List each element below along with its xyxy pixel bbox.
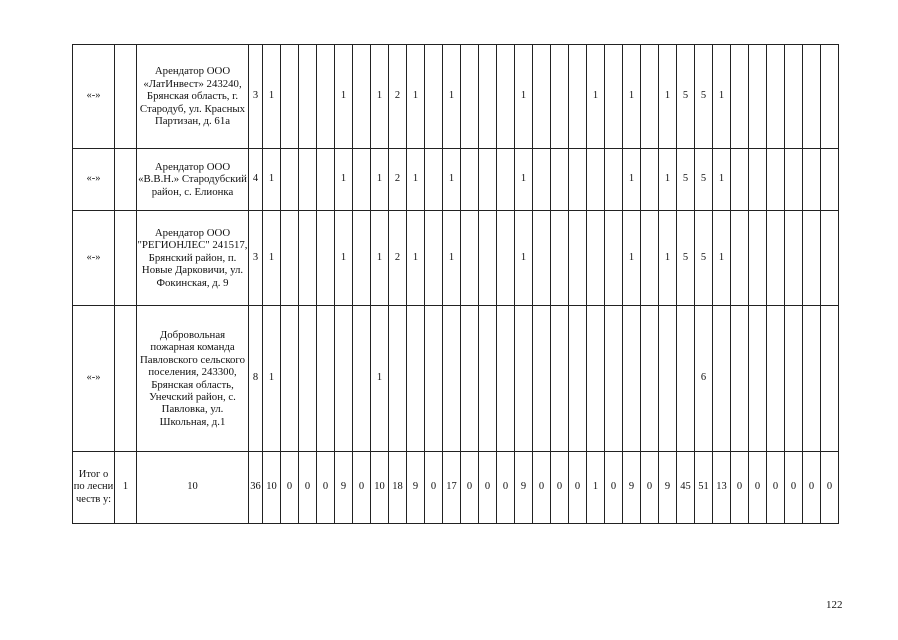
total-value-cell: 0 [425, 452, 443, 524]
value-cell [785, 211, 803, 306]
value-cell [803, 306, 821, 452]
table-row [73, 45, 839, 149]
row-label: «-» [73, 149, 115, 211]
value-cell [821, 149, 839, 211]
value-cell: 5 [695, 149, 713, 211]
value-cell: 1 [587, 45, 605, 149]
value-cell [497, 149, 515, 211]
value-cell: 1 [263, 306, 281, 452]
organization-cell: Арендатор ООО «В.В.Н.» Стародубский район, с. Елионка [137, 149, 249, 211]
total-value-cell: 0 [533, 452, 551, 524]
value-cell [605, 149, 623, 211]
total-value-cell: 0 [749, 452, 767, 524]
value-cell: 1 [713, 45, 731, 149]
value-cell: 1 [623, 149, 641, 211]
value-cell [299, 306, 317, 452]
value-cell: 1 [407, 149, 425, 211]
value-cell [803, 149, 821, 211]
value-cell [299, 211, 317, 306]
value-cell [821, 211, 839, 306]
value-cell [281, 45, 299, 149]
total-value-cell: 0 [353, 452, 371, 524]
row-label: «-» [73, 45, 115, 149]
value-cell: 1 [263, 149, 281, 211]
value-cell [479, 45, 497, 149]
value-cell [641, 211, 659, 306]
value-cell [821, 45, 839, 149]
value-cell: 1 [659, 45, 677, 149]
value-cell [731, 306, 749, 452]
value-cell [623, 306, 641, 452]
value-cell [605, 211, 623, 306]
value-cell: 1 [443, 149, 461, 211]
total-value-cell: 36 [249, 452, 263, 524]
total-value-cell: 9 [407, 452, 425, 524]
total-value-cell: 0 [767, 452, 785, 524]
value-cell: 1 [443, 45, 461, 149]
total-value-cell: 0 [479, 452, 497, 524]
value-cell [749, 45, 767, 149]
value-cell [407, 306, 425, 452]
value-cell [551, 211, 569, 306]
total-value-cell: 0 [641, 452, 659, 524]
value-cell [569, 45, 587, 149]
value-cell [605, 306, 623, 452]
total-org: 10 [137, 452, 249, 524]
value-cell [749, 211, 767, 306]
value-cell [749, 306, 767, 452]
value-cell: 2 [389, 45, 407, 149]
value-cell [749, 149, 767, 211]
value-cell [461, 149, 479, 211]
value-cell [281, 211, 299, 306]
total-num: 1 [115, 452, 137, 524]
value-cell [317, 211, 335, 306]
value-cell: 5 [695, 45, 713, 149]
row-num-cell [115, 306, 137, 452]
value-cell: 3 [249, 211, 263, 306]
value-cell [767, 149, 785, 211]
value-cell: 1 [515, 211, 533, 306]
value-cell [335, 306, 353, 452]
value-cell: 1 [623, 45, 641, 149]
total-value-cell: 0 [299, 452, 317, 524]
value-cell [425, 306, 443, 452]
value-cell [425, 45, 443, 149]
value-cell [551, 45, 569, 149]
value-cell [767, 211, 785, 306]
organization-cell: Арендатор ООО «ЛатИнвест» 243240, Брянская область, г. Стародуб, ул. Красных Партизан, д. 61а [137, 45, 249, 149]
value-cell [785, 306, 803, 452]
value-cell: 1 [371, 45, 389, 149]
value-cell: 1 [371, 149, 389, 211]
value-cell: 3 [249, 45, 263, 149]
value-cell: 1 [371, 211, 389, 306]
value-cell [443, 306, 461, 452]
value-cell [533, 211, 551, 306]
value-cell [713, 306, 731, 452]
value-cell: 5 [677, 149, 695, 211]
value-cell: 5 [695, 211, 713, 306]
total-value-cell: 9 [335, 452, 353, 524]
value-cell: 1 [713, 149, 731, 211]
total-label: Итог о по лесни честв у: [73, 452, 115, 524]
value-cell [533, 149, 551, 211]
value-cell: 1 [263, 45, 281, 149]
value-cell: 1 [515, 45, 533, 149]
value-cell: 1 [713, 211, 731, 306]
row-num-cell [115, 149, 137, 211]
value-cell [389, 306, 407, 452]
total-value-cell: 0 [785, 452, 803, 524]
value-cell: 1 [515, 149, 533, 211]
total-value-cell: 10 [263, 452, 281, 524]
total-value-cell: 0 [497, 452, 515, 524]
value-cell [767, 306, 785, 452]
value-cell: 1 [335, 211, 353, 306]
value-cell [353, 45, 371, 149]
value-cell: 1 [407, 45, 425, 149]
value-cell: 1 [623, 211, 641, 306]
row-label: «-» [73, 306, 115, 452]
value-cell [353, 306, 371, 452]
value-cell [641, 306, 659, 452]
value-cell [353, 149, 371, 211]
total-value-cell: 45 [677, 452, 695, 524]
total-value-cell: 0 [821, 452, 839, 524]
total-value-cell: 9 [659, 452, 677, 524]
value-cell [605, 45, 623, 149]
value-cell [587, 306, 605, 452]
total-value-cell: 0 [803, 452, 821, 524]
value-cell [551, 306, 569, 452]
value-cell [587, 149, 605, 211]
value-cell [317, 306, 335, 452]
value-cell: 2 [389, 149, 407, 211]
value-cell: 1 [659, 149, 677, 211]
total-value-cell: 0 [569, 452, 587, 524]
value-cell: 6 [695, 306, 713, 452]
value-cell [533, 306, 551, 452]
total-value-cell: 0 [551, 452, 569, 524]
value-cell [479, 149, 497, 211]
row-num-cell [115, 45, 137, 149]
total-value-cell: 0 [461, 452, 479, 524]
total-value-cell: 13 [713, 452, 731, 524]
value-cell [569, 306, 587, 452]
value-cell [731, 45, 749, 149]
value-cell [299, 149, 317, 211]
value-cell [353, 211, 371, 306]
forestry-table [72, 44, 839, 524]
value-cell [641, 149, 659, 211]
value-cell [425, 211, 443, 306]
table-row [73, 211, 839, 306]
value-cell [497, 45, 515, 149]
value-cell [425, 149, 443, 211]
page-number: 122 [826, 599, 843, 611]
total-row [73, 452, 839, 524]
total-value-cell: 9 [623, 452, 641, 524]
value-cell [785, 149, 803, 211]
value-cell: 1 [371, 306, 389, 452]
value-cell [281, 306, 299, 452]
value-cell: 1 [443, 211, 461, 306]
value-cell [803, 211, 821, 306]
value-cell: 1 [335, 149, 353, 211]
value-cell [551, 149, 569, 211]
value-cell [317, 45, 335, 149]
value-cell [533, 45, 551, 149]
value-cell [569, 149, 587, 211]
value-cell [569, 211, 587, 306]
value-cell [587, 211, 605, 306]
value-cell: 1 [335, 45, 353, 149]
total-value-cell: 0 [605, 452, 623, 524]
value-cell: 5 [677, 211, 695, 306]
value-cell: 1 [407, 211, 425, 306]
value-cell [731, 149, 749, 211]
total-value-cell: 0 [731, 452, 749, 524]
organization-cell: Арендатор ООО "РЕГИОНЛЕС" 241517, Брянский район, п. Новые Дарковичи, ул. Фокинская, д. 9 [137, 211, 249, 306]
value-cell [479, 211, 497, 306]
value-cell [317, 149, 335, 211]
value-cell [497, 211, 515, 306]
value-cell [731, 211, 749, 306]
value-cell [299, 45, 317, 149]
total-value-cell: 51 [695, 452, 713, 524]
total-value-cell: 1 [587, 452, 605, 524]
total-value-cell: 10 [371, 452, 389, 524]
total-value-cell: 17 [443, 452, 461, 524]
value-cell [641, 45, 659, 149]
value-cell [461, 211, 479, 306]
value-cell [803, 45, 821, 149]
value-cell [659, 306, 677, 452]
value-cell [479, 306, 497, 452]
row-label: «-» [73, 211, 115, 306]
value-cell [461, 306, 479, 452]
value-cell [515, 306, 533, 452]
value-cell: 2 [389, 211, 407, 306]
total-value-cell: 18 [389, 452, 407, 524]
value-cell [785, 45, 803, 149]
value-cell [821, 306, 839, 452]
table-row [73, 306, 839, 452]
organization-cell: Добровольная пожарная команда Павловского сельского поселения, 243300, Брянская область, Унечский район, с. Павловка, ул. Школьная, д.1 [137, 306, 249, 452]
value-cell: 4 [249, 149, 263, 211]
value-cell [281, 149, 299, 211]
value-cell: 1 [659, 211, 677, 306]
value-cell [497, 306, 515, 452]
total-value-cell: 0 [317, 452, 335, 524]
value-cell: 5 [677, 45, 695, 149]
value-cell [677, 306, 695, 452]
value-cell [767, 45, 785, 149]
row-num-cell [115, 211, 137, 306]
total-value-cell: 0 [281, 452, 299, 524]
value-cell [461, 45, 479, 149]
total-value-cell: 9 [515, 452, 533, 524]
table-row [73, 149, 839, 211]
value-cell: 1 [263, 211, 281, 306]
value-cell: 8 [249, 306, 263, 452]
